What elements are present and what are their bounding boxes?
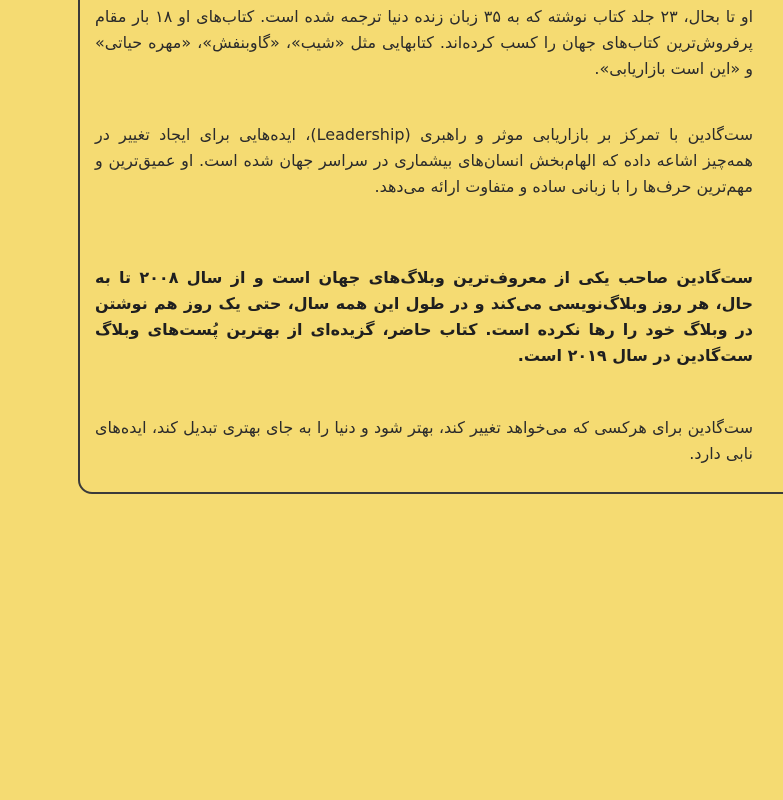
paragraph-ideas: ست‌گادین برای هرکسی که می‌خواهد تغییر کند، بهتر شود و دنیا را به جای بهتری تبدیل کند، ایده‌های نابی دارد. — [95, 418, 753, 463]
paragraph-author-books: او تا بحال، ۲۳ جلد کتاب نوشته که به ۳۵ زبان زنده دنیا ترجمه شده است. کتاب‌های او ۱۸ بار مقام پرفروش‌ترین کتاب‌های جهان را کسب کرده‌اند. کتابهایی مثل «شیب»، «گاوبنفش»، «مهره حیاتی» و «این است بازاریابی». — [95, 7, 754, 78]
paragraph-blog: ست‌گادین صاحب یکی از معروف‌ترین وبلاگ‌های جهان است و از سال ۲۰۰۸ تا به حال، هر روز وبلاگ‌نویسی می‌کند و در طول این همه سال، حتی یک روز هم نوشتن در وبلاگ خود را رها نکرده است. کتاب حاضر، گزیده‌ای از بهترین پُست‌های وبلاگ ست‌گادین در سال ۲۰۱۹ است. — [95, 268, 753, 365]
paragraph-leadership: ست‌گادین با تمرکز بر بازاریابی موثر و راهبری (Leadership)، ایده‌هایی برای ایجاد تغییر در همه‌چیز اشاعه داده که الهام‌بخش انسان‌های بیشماری در سراسر جهان شده است. او عمیق‌ترین و مهم‌ترین حرف‌ها را با زبانی ساده و متفاوت ارائه می‌دهد. — [95, 125, 754, 196]
